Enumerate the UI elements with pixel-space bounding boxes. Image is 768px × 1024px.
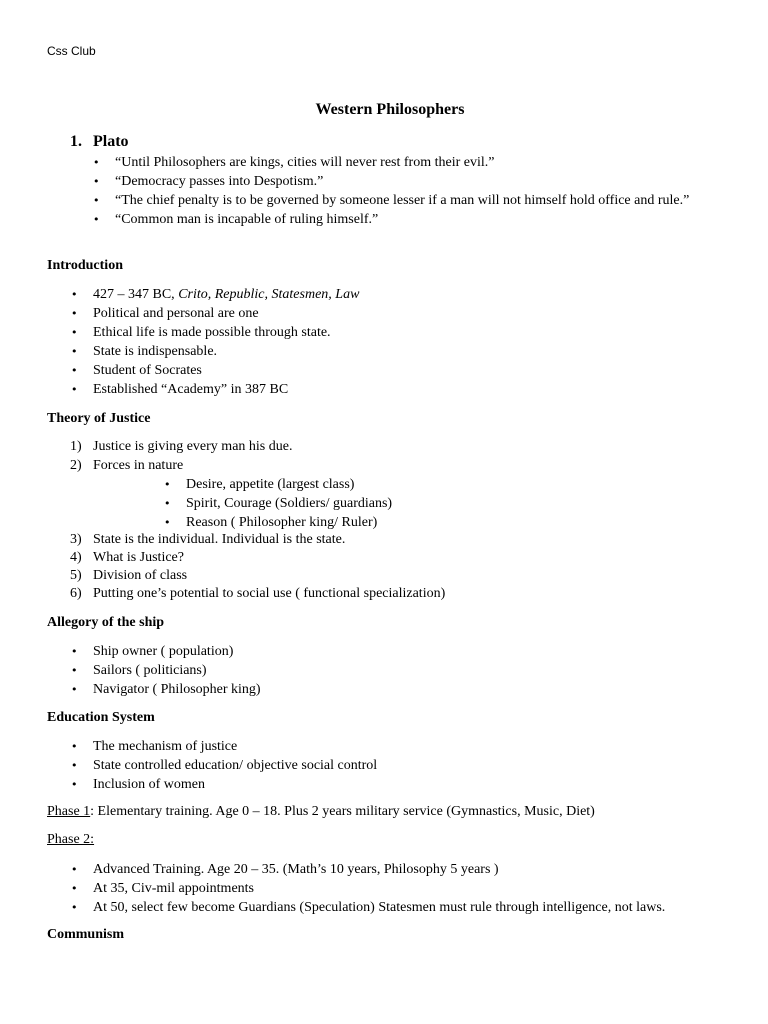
document-title: Western Philosophers — [315, 101, 465, 118]
list-item: • “Common man is incapable of ruling himself.” — [115, 210, 725, 229]
education-list — [93, 737, 377, 794]
list-item — [70, 456, 292, 475]
list-item: • Inclusion of women — [93, 775, 377, 794]
intro-dates: 427 – 347 BC, — [93, 287, 179, 302]
intro-works: Crito, Republic, Statesmen, Law — [178, 287, 360, 302]
item-number: 1) — [70, 439, 82, 454]
phase1-paragraph — [47, 804, 595, 820]
communism-heading: Communism — [47, 927, 125, 942]
list-item: • Sailors ( politicians) — [93, 661, 261, 680]
phase1-text: : Elementary training. Age 0 – 18. Plus 2 years military service — [90, 804, 443, 819]
list-item — [70, 437, 293, 456]
list-item: • State is indispensable. — [93, 342, 359, 361]
list-item: • Advanced Training. Age 20 – 35. (Math’s 10 years, Philosophy 5 years ) — [93, 860, 665, 879]
item-number: 5) — [70, 568, 82, 583]
list-item: • Navigator ( Philosopher king) — [93, 680, 261, 699]
justice-list-a — [70, 437, 293, 475]
introduction-heading: Introduction — [47, 258, 123, 273]
list-item — [70, 585, 446, 603]
item-text: What is Justice? — [93, 550, 184, 565]
phase1-tail: (Gymnastics, Music, Diet) — [442, 804, 595, 819]
ship-list — [93, 642, 261, 699]
justice-list-b — [70, 531, 446, 603]
item-number: 6) — [70, 586, 82, 601]
section-number: 1. — [70, 133, 82, 150]
item-text: Division of class — [93, 568, 188, 583]
forces-list — [186, 475, 392, 532]
ship-heading: Allegory of the ship — [47, 615, 165, 630]
plato-quotes-list — [115, 153, 725, 229]
list-item: • Ethical life is made possible through state. — [93, 323, 359, 342]
list-item: • “The chief penalty is to be governed by someone lesser if a man will not himself hold office and rule.” — [115, 191, 725, 210]
phase1-label: Phase 1 — [47, 804, 91, 819]
list-item: • Established “Academy” in 387 BC — [93, 380, 359, 399]
list-item — [70, 549, 445, 567]
list-item: • Ship owner ( population) — [93, 642, 261, 661]
phase2-list — [93, 860, 665, 917]
list-item: • Desire, appetite (largest class) — [186, 475, 392, 494]
page-header: Css Club — [47, 44, 96, 58]
section-heading-plato — [70, 133, 129, 151]
list-item — [70, 531, 445, 549]
education-heading: Education System — [47, 710, 155, 725]
item-text: Justice is giving every man his due. — [93, 439, 293, 454]
list-item: • At 35, Civ-mil appointments — [93, 879, 665, 898]
list-item: • Reason ( Philosopher king/ Ruler) — [186, 513, 392, 532]
list-item: • Student of Socrates — [93, 361, 359, 380]
item-number: 4) — [70, 550, 82, 565]
list-item: • At 50, select few become Guardians (Speculation) Statesmen must rule through intelligence, not laws. — [93, 898, 665, 917]
list-item — [70, 567, 445, 585]
list-item: • Political and personal are one — [93, 304, 359, 323]
item-text: Putting one’s potential to social use ( functional specialization) — [93, 586, 446, 601]
list-item: • State controlled education/ objective social control — [93, 756, 377, 775]
section-heading-text: Plato — [93, 133, 129, 150]
phase2-label-text: Phase 2: — [47, 832, 95, 847]
list-item: • “Until Philosophers are kings, cities will never rest from their evil.” — [115, 153, 725, 172]
list-item: • The mechanism of justice — [93, 737, 377, 756]
item-text: State is the individual. Individual is the state. — [93, 532, 346, 547]
phase2-label — [47, 832, 94, 848]
item-text: Forces in nature — [93, 458, 184, 473]
item-number: 3) — [70, 532, 82, 547]
introduction-list — [93, 285, 359, 399]
justice-heading: Theory of Justice — [47, 411, 151, 426]
list-item — [93, 285, 359, 304]
list-item: • “Democracy passes into Despotism.” — [115, 172, 725, 191]
list-item: • Spirit, Courage (Soldiers/ guardians) — [186, 494, 392, 513]
item-number: 2) — [70, 458, 82, 473]
